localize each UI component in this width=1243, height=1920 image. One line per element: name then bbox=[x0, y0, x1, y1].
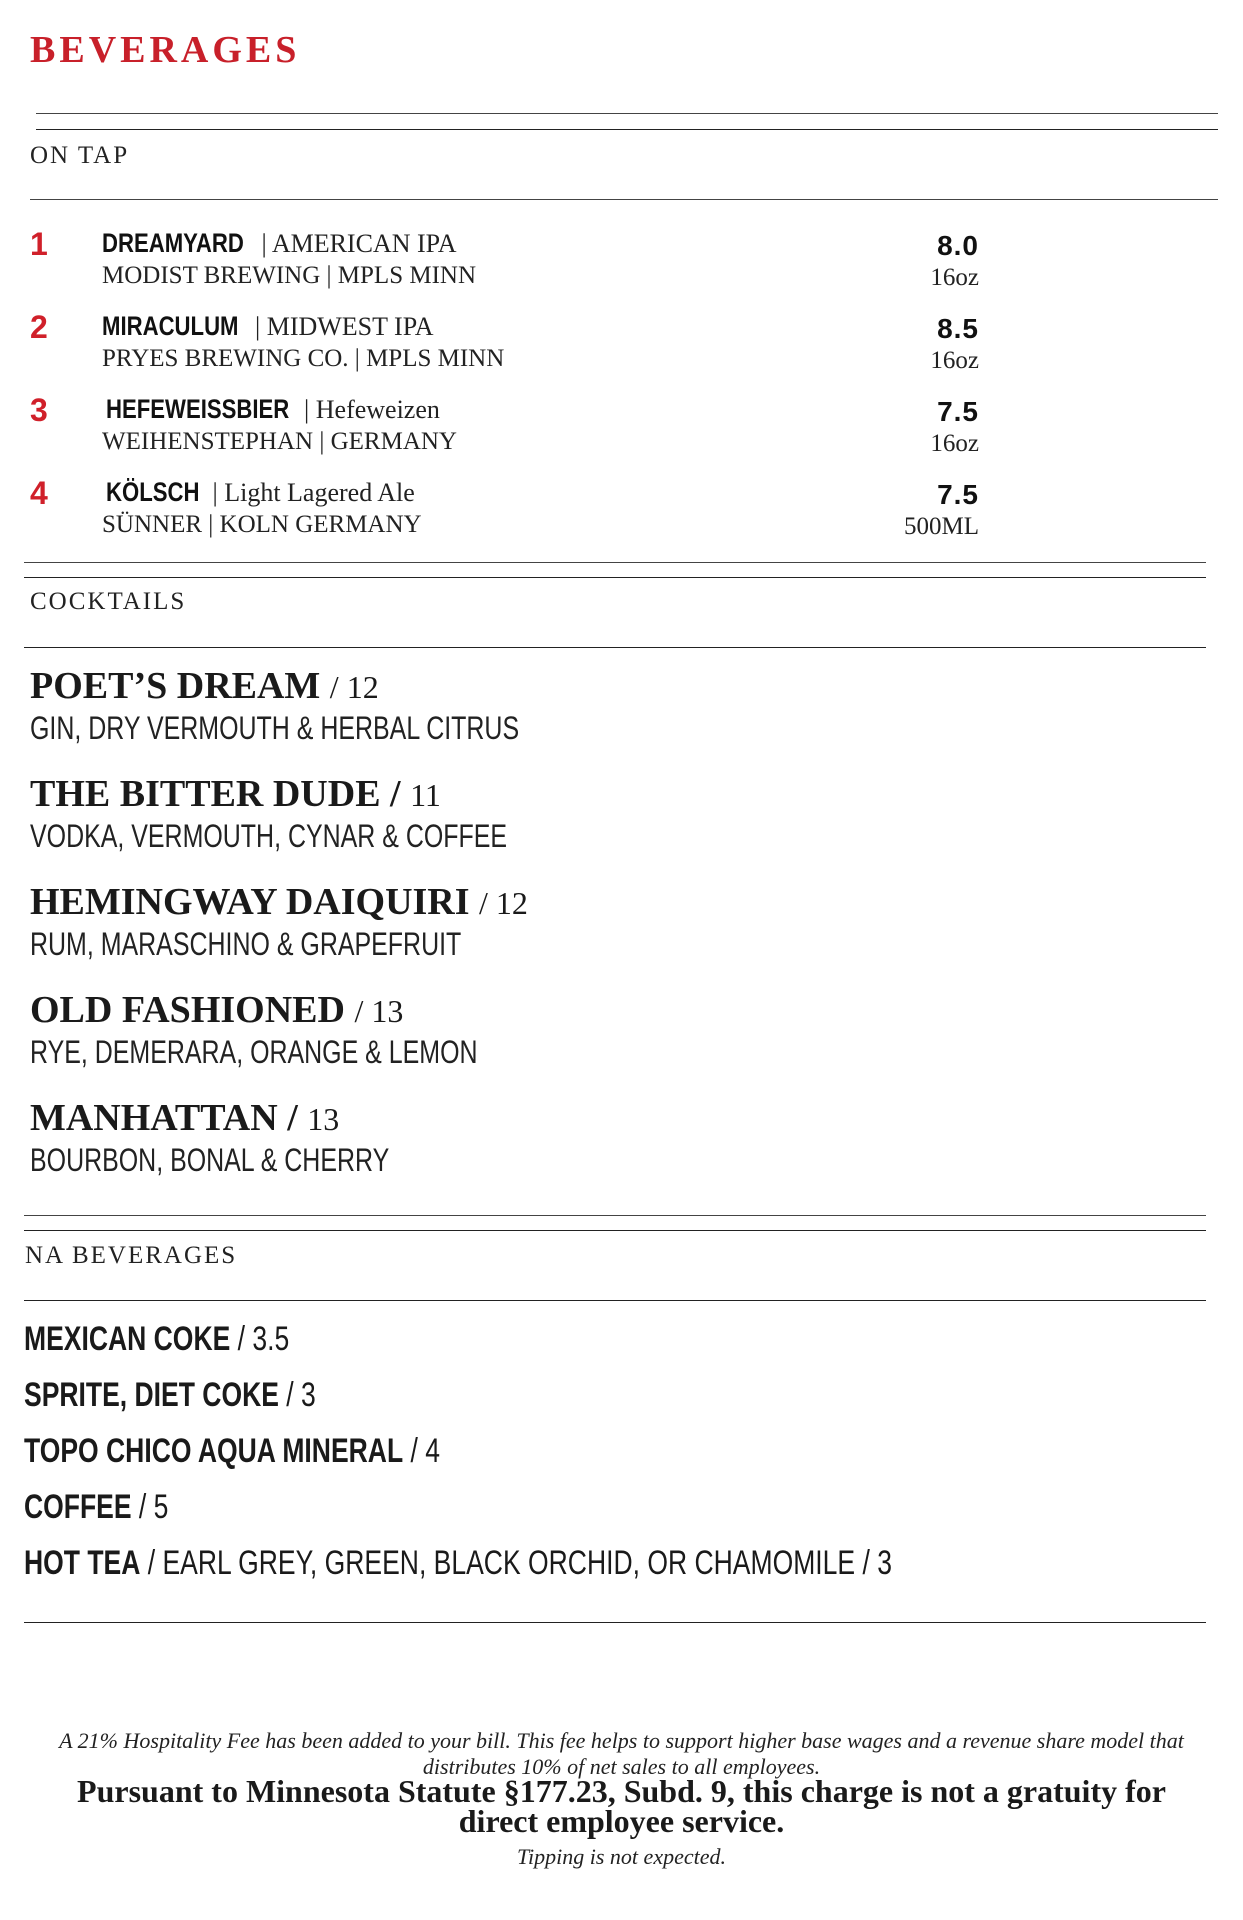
tipping-note: Tipping is not expected. bbox=[517, 1844, 726, 1869]
divider bbox=[36, 129, 1218, 130]
tap-beer-name: DREAMYARD bbox=[102, 228, 244, 258]
cocktail-description: RUM, MARASCHINO & GRAPEFRUIT bbox=[30, 926, 462, 962]
tap-size: 16oz bbox=[930, 264, 979, 291]
tap-brewery: SÜNNER | KOLN GERMANY bbox=[102, 511, 422, 538]
cocktail-name: THE BITTER DUDE bbox=[30, 773, 381, 815]
hospitality-fee-note: A 21% Hospitality Fee has been added to your bill. This fee helps to support higher base wages and a revenue share model that distributes 10% of net sales to all employees. bbox=[59, 1728, 1184, 1779]
tap-number: 2 bbox=[30, 309, 48, 345]
na-beverage-detail: / EARL GREY, GREEN, BLACK ORCHID, OR CHAMOMILE / 3 bbox=[140, 1544, 892, 1582]
cocktail-price: 11 bbox=[410, 777, 441, 813]
page-title: BEVERAGES bbox=[30, 29, 301, 71]
na-beverage-item bbox=[24, 1320, 364, 1359]
divider bbox=[24, 1300, 1206, 1301]
cocktail-item: MANHATTAN / 13 BOURBON, BONAL & CHERRY bbox=[30, 1097, 390, 1178]
na-beverage-detail: / 4 bbox=[403, 1432, 440, 1470]
cocktail-name: MANHATTAN bbox=[30, 1097, 278, 1139]
cocktail-name: POET’S DREAM bbox=[30, 665, 321, 707]
tap-beer-name: HEFEWEISSBIER bbox=[106, 394, 290, 424]
tap-price: 7.5 bbox=[937, 479, 979, 510]
section-label-on-tap: ON TAP bbox=[30, 142, 130, 169]
tap-beer-style: MIDWEST IPA bbox=[266, 312, 434, 341]
tap-beer-style: AMERICAN IPA bbox=[271, 229, 457, 258]
tap-size: 16oz bbox=[930, 347, 979, 374]
cocktail-description: VODKA, VERMOUTH, CYNAR & COFFEE bbox=[30, 818, 508, 854]
tap-brewery: WEIHENSTEPHAN | GERMANY bbox=[102, 428, 457, 455]
cocktail-name: HEMINGWAY DAIQUIRI bbox=[30, 881, 470, 923]
na-beverage-item bbox=[24, 1376, 398, 1415]
section-label-na-beverages: NA BEVERAGES bbox=[25, 1242, 238, 1269]
na-beverage-detail: / 3 bbox=[278, 1376, 316, 1414]
tap-number: 1 bbox=[30, 226, 48, 262]
cocktail-item: HEMINGWAY DAIQUIRI / 12 RUM, MARASCHINO & GRAPEFRUIT bbox=[30, 881, 528, 962]
cocktail-price: 13 bbox=[307, 1101, 340, 1137]
tap-number: 4 bbox=[30, 475, 48, 511]
tap-price: 8.5 bbox=[937, 313, 979, 344]
tap-brewery: PRYES BREWING CO. | MPLS MINN bbox=[102, 345, 505, 372]
tap-price: 8.0 bbox=[937, 230, 979, 261]
tap-beer-name: KÖLSCH bbox=[106, 477, 200, 507]
na-beverage-detail: / 3.5 bbox=[230, 1320, 290, 1358]
na-beverage-name: TOPO CHICO AQUA MINERAL bbox=[24, 1432, 404, 1470]
tap-item: 3 HEFEWEISSBIER | Hefeweizen WEIHENSTEPHAN | GERMANY 7.5 16oz bbox=[30, 392, 979, 457]
divider bbox=[24, 577, 1206, 578]
tap-size: 16oz bbox=[930, 430, 979, 457]
na-beverage-detail: / 5 bbox=[131, 1488, 169, 1526]
cocktail-price: 13 bbox=[371, 993, 404, 1029]
divider bbox=[24, 1622, 1206, 1623]
divider bbox=[24, 1230, 1206, 1231]
na-beverage-item bbox=[24, 1488, 209, 1527]
section-label-cocktails: COCKTAILS bbox=[30, 588, 187, 615]
cocktail-name: OLD FASHIONED bbox=[30, 989, 345, 1031]
statute-notice: Pursuant to Minnesota Statute §177.23, Subd. 9, this charge is not a gratuity for direct employee service. bbox=[77, 1773, 1166, 1839]
cocktail-item: THE BITTER DUDE / 11 VODKA, VERMOUTH, CYNAR & COFFEE bbox=[30, 773, 508, 854]
cocktail-price: 12 bbox=[346, 669, 379, 705]
tap-item: 4 KÖLSCH | Light Lagered Ale SÜNNER | KOLN GERMANY 7.5 500ML bbox=[30, 475, 979, 540]
na-beverage-name: HOT TEA bbox=[24, 1544, 141, 1582]
cocktail-item: POET’S DREAM / 12 GIN, DRY VERMOUTH & HERBAL CITRUS bbox=[30, 665, 520, 746]
na-beverage-name: MEXICAN COKE bbox=[24, 1320, 231, 1358]
na-beverage-item bbox=[24, 1432, 557, 1471]
divider bbox=[24, 562, 1206, 563]
tap-brewery: MODIST BREWING | MPLS MINN bbox=[102, 262, 477, 289]
tap-size: 500ML bbox=[904, 513, 979, 540]
cocktail-price: 12 bbox=[495, 885, 528, 921]
tap-beer-name: MIRACULUM bbox=[102, 311, 239, 341]
na-beverage-item bbox=[24, 1544, 1137, 1583]
na-beverage-name: SPRITE, DIET COKE bbox=[24, 1376, 279, 1414]
na-beverage-name: COFFEE bbox=[24, 1488, 132, 1526]
tap-item: 2 MIRACULUM | MIDWEST IPA PRYES BREWING CO. | MPLS MINN 8.5 16oz bbox=[30, 309, 979, 374]
cocktail-item: OLD FASHIONED / 13 RYE, DEMERARA, ORANGE & LEMON bbox=[30, 989, 478, 1070]
tap-beer-style: Hefeweizen bbox=[315, 395, 440, 424]
divider bbox=[36, 113, 1218, 114]
tap-price: 7.5 bbox=[937, 396, 979, 427]
cocktail-description: BOURBON, BONAL & CHERRY bbox=[30, 1142, 390, 1178]
tap-beer-style: Light Lagered Ale bbox=[224, 478, 415, 507]
tap-item: 1 DREAMYARD | AMERICAN IPA MODIST BREWING | MPLS MINN 8.0 16oz bbox=[30, 226, 979, 291]
divider bbox=[24, 647, 1206, 648]
cocktail-description: RYE, DEMERARA, ORANGE & LEMON bbox=[30, 1034, 478, 1070]
cocktail-description: GIN, DRY VERMOUTH & HERBAL CITRUS bbox=[30, 710, 520, 746]
divider bbox=[30, 199, 1218, 200]
tap-number: 3 bbox=[30, 392, 48, 428]
divider bbox=[24, 1215, 1206, 1216]
